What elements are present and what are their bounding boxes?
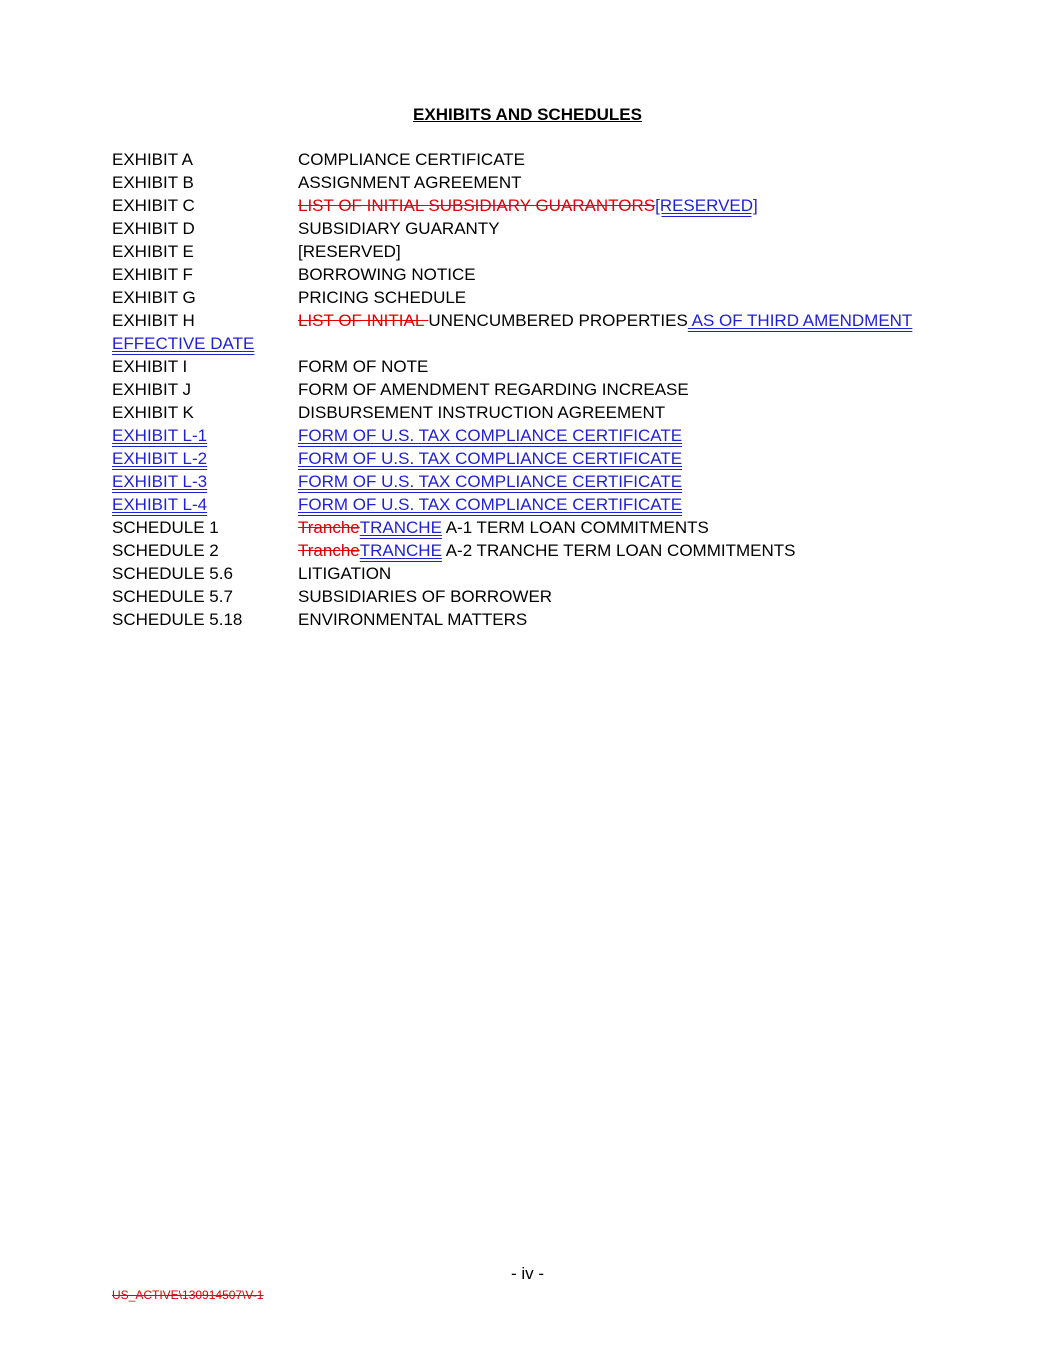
exhibit-description: FORM OF U.S. TAX COMPLIANCE CERTIFICATE — [298, 472, 683, 491]
inserted-text: TRANCHE — [359, 541, 442, 560]
exhibit-label: EXHIBIT L-2 — [112, 449, 208, 468]
exhibit-description: SUBSIDIARY GUARANTY — [298, 219, 500, 238]
deleted-text: LIST OF INITIAL — [298, 311, 429, 330]
exhibit-description: FORM OF AMENDMENT REGARDING INCREASE — [298, 380, 689, 399]
list-item — [112, 286, 942, 309]
exhibit-description: [RESERVED] — [298, 242, 401, 261]
list-item — [112, 217, 942, 240]
exhibit-label: EXHIBIT H — [112, 311, 195, 330]
deleted-text: LIST OF INITIAL SUBSIDIARY GUARANTORS — [298, 196, 656, 215]
exhibit-label: EXHIBIT I — [112, 357, 188, 376]
exhibit-description: FORM OF U.S. TAX COMPLIANCE CERTIFICATE — [298, 449, 683, 468]
exhibits-list — [112, 148, 942, 631]
schedule-label: SCHEDULE 2 — [112, 541, 219, 560]
exhibit-description: ASSIGNMENT AGREEMENT — [298, 173, 522, 192]
exhibit-description: DISBURSEMENT INSTRUCTION AGREEMENT — [298, 403, 666, 422]
exhibit-label: EXHIBIT L-3 — [112, 472, 208, 491]
list-item — [112, 171, 942, 194]
exhibit-description: UNENCUMBERED PROPERTIES — [428, 311, 688, 330]
list-item — [112, 194, 942, 217]
exhibit-description: FORM OF U.S. TAX COMPLIANCE CERTIFICATE — [298, 495, 683, 514]
schedule-label: SCHEDULE 5.7 — [112, 587, 233, 606]
schedule-label: SCHEDULE 1 — [112, 518, 219, 537]
schedule-description: SUBSIDIARIES OF BORROWER — [298, 587, 553, 606]
list-item — [112, 240, 942, 263]
exhibit-description: FORM OF NOTE — [298, 357, 429, 376]
exhibit-description: FORM OF U.S. TAX COMPLIANCE CERTIFICATE — [298, 426, 683, 445]
list-item — [112, 355, 942, 378]
list-item — [112, 493, 942, 516]
list-item — [112, 401, 942, 424]
page-number: - iv - — [510, 1264, 545, 1283]
inserted-text: AS OF THIRD AMENDMENT — [687, 311, 913, 330]
exhibit-label: EXHIBIT A — [112, 150, 193, 169]
deleted-text: Tranche — [298, 518, 360, 537]
exhibit-label: EXHIBIT L-1 — [112, 426, 208, 445]
exhibit-label: EXHIBIT G — [112, 288, 196, 307]
exhibit-description: COMPLIANCE CERTIFICATE — [298, 150, 526, 169]
schedule-description: A-1 TERM LOAN COMMITMENTS — [441, 518, 709, 537]
exhibit-label: EXHIBIT B — [112, 173, 194, 192]
list-item — [112, 447, 942, 470]
list-item — [112, 562, 942, 585]
list-item — [112, 585, 942, 608]
exhibit-label: EXHIBIT C — [112, 196, 195, 215]
list-item — [112, 309, 942, 355]
exhibit-description: PRICING SCHEDULE — [298, 288, 467, 307]
exhibit-description: BORROWING NOTICE — [298, 265, 476, 284]
schedule-description: LITIGATION — [298, 564, 392, 583]
inserted-text: TRANCHE — [359, 518, 442, 537]
list-item — [112, 378, 942, 401]
schedule-label: SCHEDULE 5.18 — [112, 610, 243, 629]
exhibit-label: EXHIBIT D — [112, 219, 195, 238]
inserted-text-continued: EFFECTIVE DATE — [112, 334, 255, 353]
deleted-text: Tranche — [298, 541, 360, 560]
exhibit-label: EXHIBIT K — [112, 403, 194, 422]
schedule-description: A-2 TRANCHE TERM LOAN COMMITMENTS — [441, 541, 796, 560]
exhibit-label: EXHIBIT L-4 — [112, 495, 208, 514]
list-item — [112, 424, 942, 447]
schedule-description: ENVIRONMENTAL MATTERS — [298, 610, 528, 629]
inserted-text: [RESERVED] — [655, 196, 758, 215]
exhibit-label: EXHIBIT J — [112, 380, 192, 399]
list-item — [112, 263, 942, 286]
list-item — [112, 470, 942, 493]
list-item — [112, 539, 942, 562]
document-id: US_ACTIVE\130914507\V-1 — [112, 1288, 264, 1302]
list-item — [112, 148, 942, 171]
list-item — [112, 608, 942, 631]
exhibit-label: EXHIBIT F — [112, 265, 193, 284]
page-title: EXHIBITS AND SCHEDULES — [413, 105, 642, 124]
exhibit-label: EXHIBIT E — [112, 242, 194, 261]
schedule-label: SCHEDULE 5.6 — [112, 564, 233, 583]
list-item — [112, 516, 942, 539]
